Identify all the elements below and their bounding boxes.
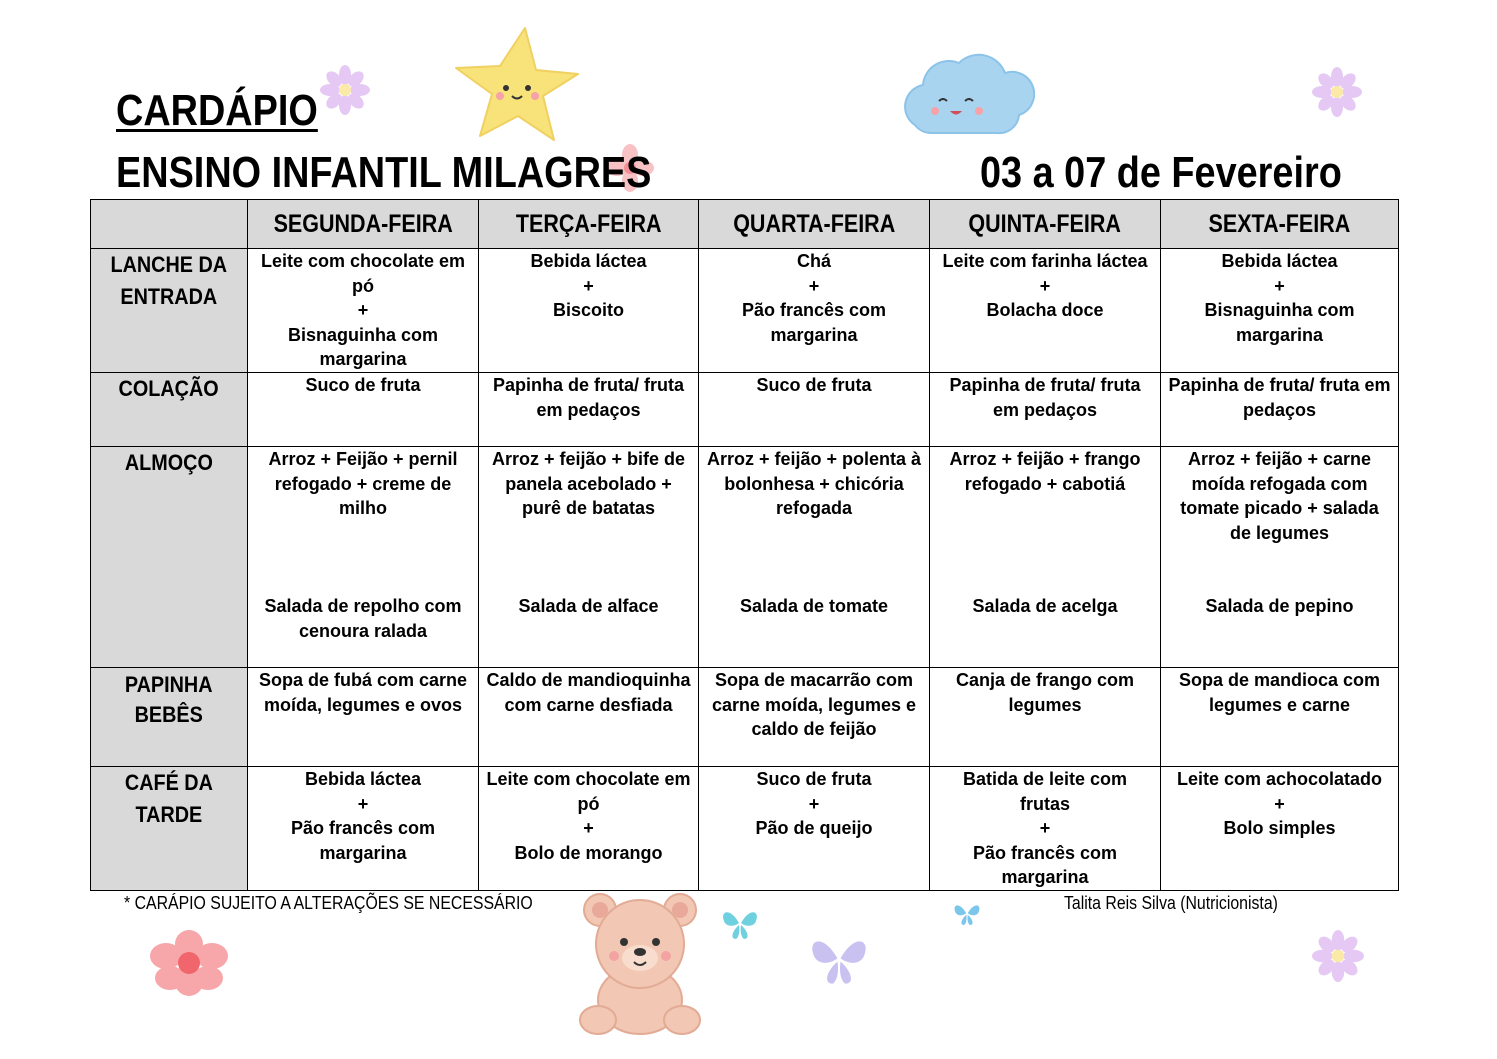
page-title: CARDÁPIO: [116, 86, 318, 135]
day-header: SEXTA-FEIRA: [1161, 200, 1399, 249]
meal-cell: Bebida láctea + Biscoito: [479, 249, 699, 373]
table-header-row: [91, 200, 1399, 249]
day-header: QUINTA-FEIRA: [930, 200, 1161, 249]
butterfly-icon: [806, 930, 872, 990]
meal-label: PAPINHA BEBÊS: [91, 668, 248, 767]
teddy-bear-icon: [572, 888, 708, 1038]
meal-label: LANCHE DA ENTRADA: [91, 249, 248, 373]
butterfly-icon: [720, 905, 760, 943]
meal-cell: Papinha de fruta/ fruta em pedaços: [930, 373, 1161, 447]
meal-label: CAFÉ DA TARDE: [91, 767, 248, 891]
meal-cell: Papinha de fruta/ fruta em pedaços: [1161, 373, 1399, 447]
meal-cell: Chá + Pão francês com margarina: [699, 249, 930, 373]
meal-cell: Sopa de mandioca com legumes e carne: [1161, 668, 1399, 767]
salad-text: Salada de repolho com cenoura ralada: [264, 596, 462, 641]
table-row: [91, 249, 1399, 373]
flower-icon: [1312, 930, 1364, 982]
butterfly-icon: [952, 900, 982, 928]
salad-text: Salada de acelga: [972, 596, 1118, 616]
meal-cell: Leite com chocolate em pó + Bolo de morango: [479, 767, 699, 891]
meal-cell: Suco de fruta: [699, 373, 930, 447]
meal-cell: Arroz + Feijão + pernil refogado + creme de milho Salada de repolho com cenoura ralada: [248, 447, 479, 668]
disclaimer: * CARÁPIO SUJEITO A ALTERAÇÕES SE NECESSÁRIO: [124, 893, 533, 913]
meal-cell: Sopa de fubá com carne moída, legumes e ovos: [248, 668, 479, 767]
cloud-icon: [895, 45, 1035, 150]
table-row: [91, 373, 1399, 447]
meal-cell: Papinha de fruta/ fruta em pedaços: [479, 373, 699, 447]
meal-cell: Suco de fruta: [248, 373, 479, 447]
meal-label: ALMOÇO: [91, 447, 248, 668]
meal-cell: Leite com achocolatado + Bolo simples: [1161, 767, 1399, 891]
table-row: [91, 668, 1399, 767]
meal-cell: Arroz + feijão + carne moída refogada com tomate picado + salada de legumes Salada de pepino: [1161, 447, 1399, 668]
star-icon: [450, 22, 580, 152]
day-header: SEGUNDA-FEIRA: [248, 200, 479, 249]
meal-cell: Sopa de macarrão com carne moída, legumes e caldo de feijão: [699, 668, 930, 767]
menu-table: [90, 199, 1399, 891]
date-range: 03 a 07 de Fevereiro: [980, 148, 1342, 197]
nutritionist-signature: Talita Reis Silva (Nutricionista): [1064, 893, 1278, 913]
school-name: ENSINO INFANTIL MILAGRES: [116, 148, 652, 197]
corner-cell: [91, 200, 248, 249]
meal-cell: Bebida láctea + Bisnaguinha com margarina: [1161, 249, 1399, 373]
meal-cell: Bebida láctea + Pão francês com margarina: [248, 767, 479, 891]
meal-cell: Arroz + feijão + polenta à bolonhesa + chicória refogada Salada de tomate: [699, 447, 930, 668]
meal-cell: Arroz + feijão + bife de panela acebolado + purê de batatas Salada de alface: [479, 447, 699, 668]
meal-cell: Arroz + feijão + frango refogado + cabotiá Salada de acelga: [930, 447, 1161, 668]
meal-cell: Leite com chocolate em pó + Bisnaguinha com margarina: [248, 249, 479, 373]
meal-label: COLAÇÃO: [91, 373, 248, 447]
salad-text: Salada de pepino: [1205, 596, 1354, 616]
meal-cell: Caldo de mandioquinha com carne desfiada: [479, 668, 699, 767]
day-header: QUARTA-FEIRA: [699, 200, 930, 249]
flower-icon: [146, 930, 232, 996]
salad-text: Salada de tomate: [739, 596, 889, 616]
meal-cell: Suco de fruta + Pão de queijo: [699, 767, 930, 891]
day-header: TERÇA-FEIRA: [479, 200, 699, 249]
table-row: [91, 767, 1399, 891]
meal-cell: Leite com farinha láctea + Bolacha doce: [930, 249, 1161, 373]
flower-icon: [320, 65, 370, 115]
flower-icon: [1312, 67, 1362, 117]
meal-cell: Batida de leite com frutas + Pão francês com margarina: [930, 767, 1161, 891]
salad-text: Salada de alface: [518, 596, 659, 616]
table-row: [91, 447, 1399, 668]
meal-cell: Canja de frango com legumes: [930, 668, 1161, 767]
